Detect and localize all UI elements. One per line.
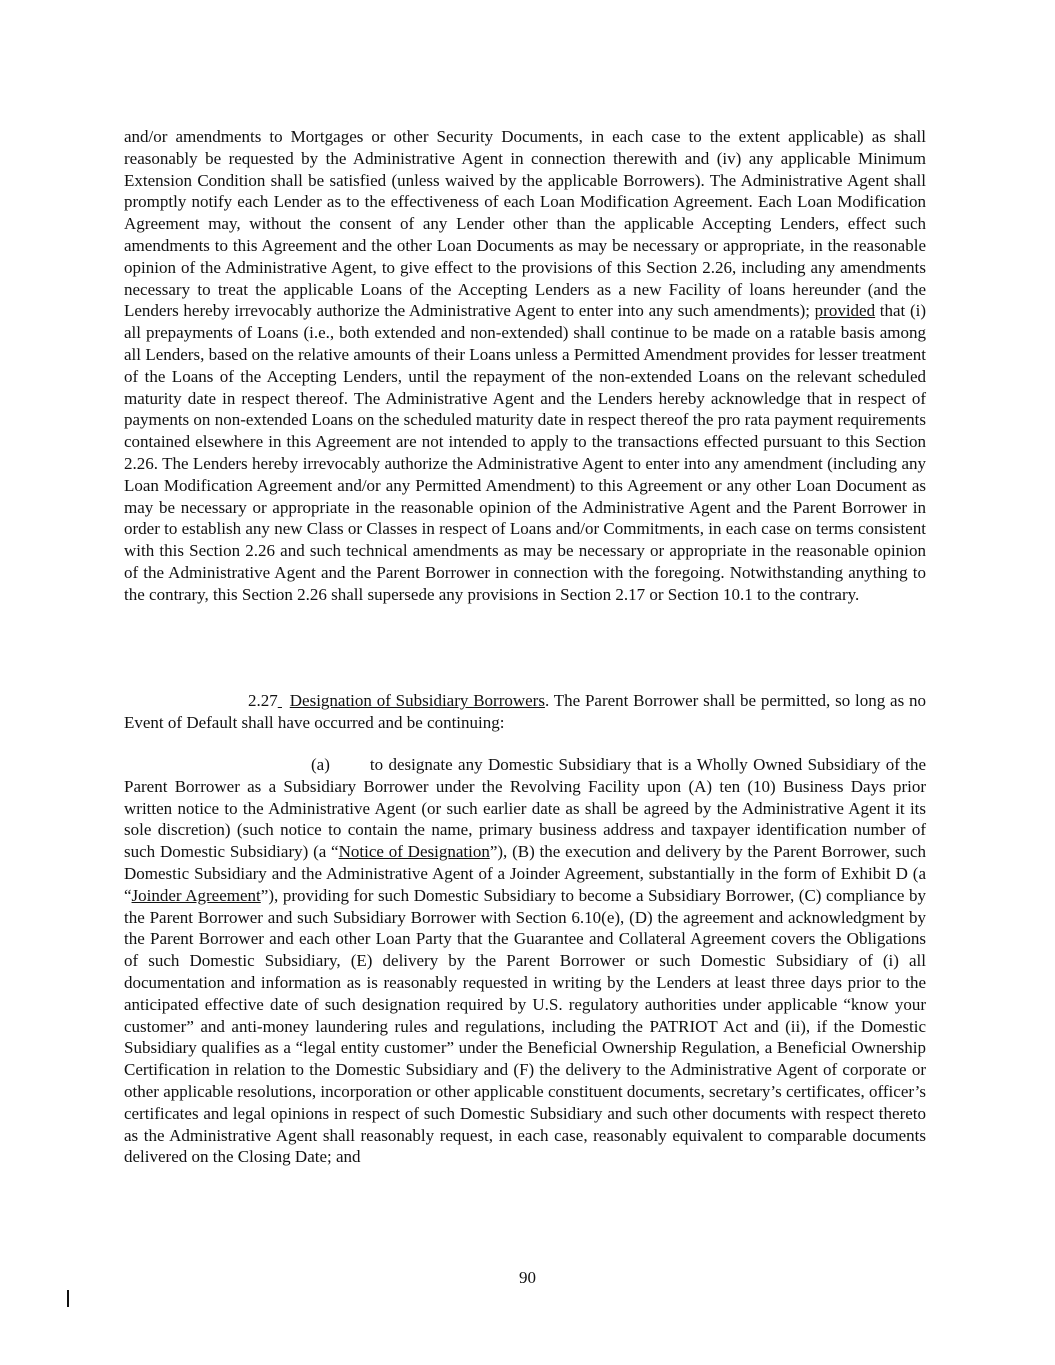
clause-text: to designate any Domestic Subsidiary that is a Wholly Owned Subsidiary of the Parent Borrower as a Subsidiary Borrower under the Revolving Facility upon (A) ten (10) Business Days prior written notice to the Administrative Agent (or such earlier date as shall be agreed by the Administrative Agent it its sole discretion) (such notice to contain the name, primary business address and taxpayer identification number of such Domestic Subsidiary) (a “ bbox=[124, 755, 926, 862]
section-heading: Designation of Subsidiary Borrowers bbox=[289, 691, 545, 710]
heading-gap bbox=[278, 690, 290, 712]
defined-term-notice-of-designation: Notice of Designation bbox=[338, 842, 490, 862]
clause-label: (a) bbox=[311, 755, 330, 774]
section-number: 2.27 bbox=[248, 691, 278, 710]
paragraph-section-2-26-continuation bbox=[124, 126, 926, 606]
provided-term: provided bbox=[814, 301, 876, 321]
paragraph-text-continued: that (i) all prepayments of Loans (i.e., both extended and non-extended) shall continue to be made on a ratable basis among all Lenders, based on the relative amounts of their Loans unless a Permitted Amendment provides for lesser treatment of the Loans of the Accepting Lenders, until the repayment of the non-extended Loans on the relevant scheduled maturity date in respect thereof. The Administrative Agent and the Lenders hereby acknowledge that in respect of payments on non-extended Loans on the scheduled maturity date in respect thereof the pro rata payment requirements contained elsewhere in this Agreement are not intended to apply to the transactions effected pursuant to this Section 2.26. The Lenders hereby irrevocably authorize the Administrative Agent to enter into any amendment (including any Loan Modification Agreement and/or any Permitted Amendment) to this Agreement or any other Loan Document as may be necessary or appropriate in the reasonable opinion of the Administrative Agent and the Parent Borrower in order to establish any new Class or Classes in respect of Loans and/or Commitments, in each case on terms consistent with this Section 2.26 and such technical amendments as may be necessary or appropriate in the reasonable opinion of the Administrative Agent and the Parent Borrower in connection with the foregoing. Notwithstanding anything to the contrary, this Section 2.26 shall supersede any provisions in Section 2.17 or Section 10.1 to the contrary. bbox=[124, 301, 927, 604]
clause-text: ”), providing for such Domestic Subsidiary to become a Subsidiary Borrower, (C) compliance by the Parent Borrower and such Subsidiary Borrower with Section 6.10(e), (D) the agreement and acknowledgment by the Parent Borrower and each other Loan Party that the Guarantee and Collateral Agreement covers the Obligations of such Domestic Subsidiary, (E) delivery by the Parent Borrower or such Domestic Subsidiary of (i) all documentation and information as is reasonably requested in writing by the Lenders at least three days prior to the anticipated effective date of such designation required by U.S. regulatory authorities under applicable “know your customer” and anti-money laundering rules and regulations, including the PATRIOT Act and (ii), if the Domestic Subsidiary qualifies as a “legal entity customer” under the Beneficial Ownership Regulation, a Beneficial Ownership Certification in relation to the Domestic Subsidiary and (F) the delivery to the Administrative Agent of corporate or other applicable resolutions, incorporation or other applicable constituent documents, secretary’s certificates, officer’s certificates and legal opinions in respect of such Domestic Subsidiary and such other documents with respect thereto as the Administrative Agent shall reasonably request, in each case, reasonably equivalent to comparable documents delivered on the Closing Date; and bbox=[124, 885, 926, 1167]
revision-mark bbox=[67, 1290, 69, 1307]
section-intro-text: . The Parent Borrower shall be permitted, so long as no Event of Default shall have occurred and be continuing: bbox=[124, 691, 926, 732]
paragraph-text: and/or amendments to Mortgages or other Security Documents, in each case to the extent applicable) as shall reasonably be requested by the Administrative Agent in connection therewith and (iv) any applicable Minimum Extension Condition shall be satisfied (unless waived by the applicable Borrowers). The Administrative Agent shall promptly notify each Lender as to the effectiveness of each Loan Modification Agreement. Each Loan Modification Agreement may, without the consent of any Lender other than the applicable Accepting Lenders, effect such amendments to this Agreement and the other Loan Documents as may be necessary or appropriate, in the reasonable opinion of the Administrative Agent, to give effect to the provisions of this Section 2.26, including any amendments necessary to treat the applicable Loans of the Accepting Lenders as a new Facility of loans hereunder (and the Lenders hereby irrevocably authorize the Administrative Agent to enter into any such amendments); bbox=[124, 127, 926, 321]
page-number: 90 bbox=[519, 1268, 536, 1287]
clause-text: ”), (B) the execution and delivery by the Parent Borrower, such Domestic Subsidiary and the Administrative Agent of a Joinder Agreement, substantially in the form of Exhibit D (a “ bbox=[124, 842, 926, 905]
clause-a-paragraph bbox=[124, 754, 926, 1168]
section-2-27-paragraph bbox=[124, 690, 926, 734]
defined-term-joinder-agreement: Joinder Agreement bbox=[131, 885, 261, 905]
